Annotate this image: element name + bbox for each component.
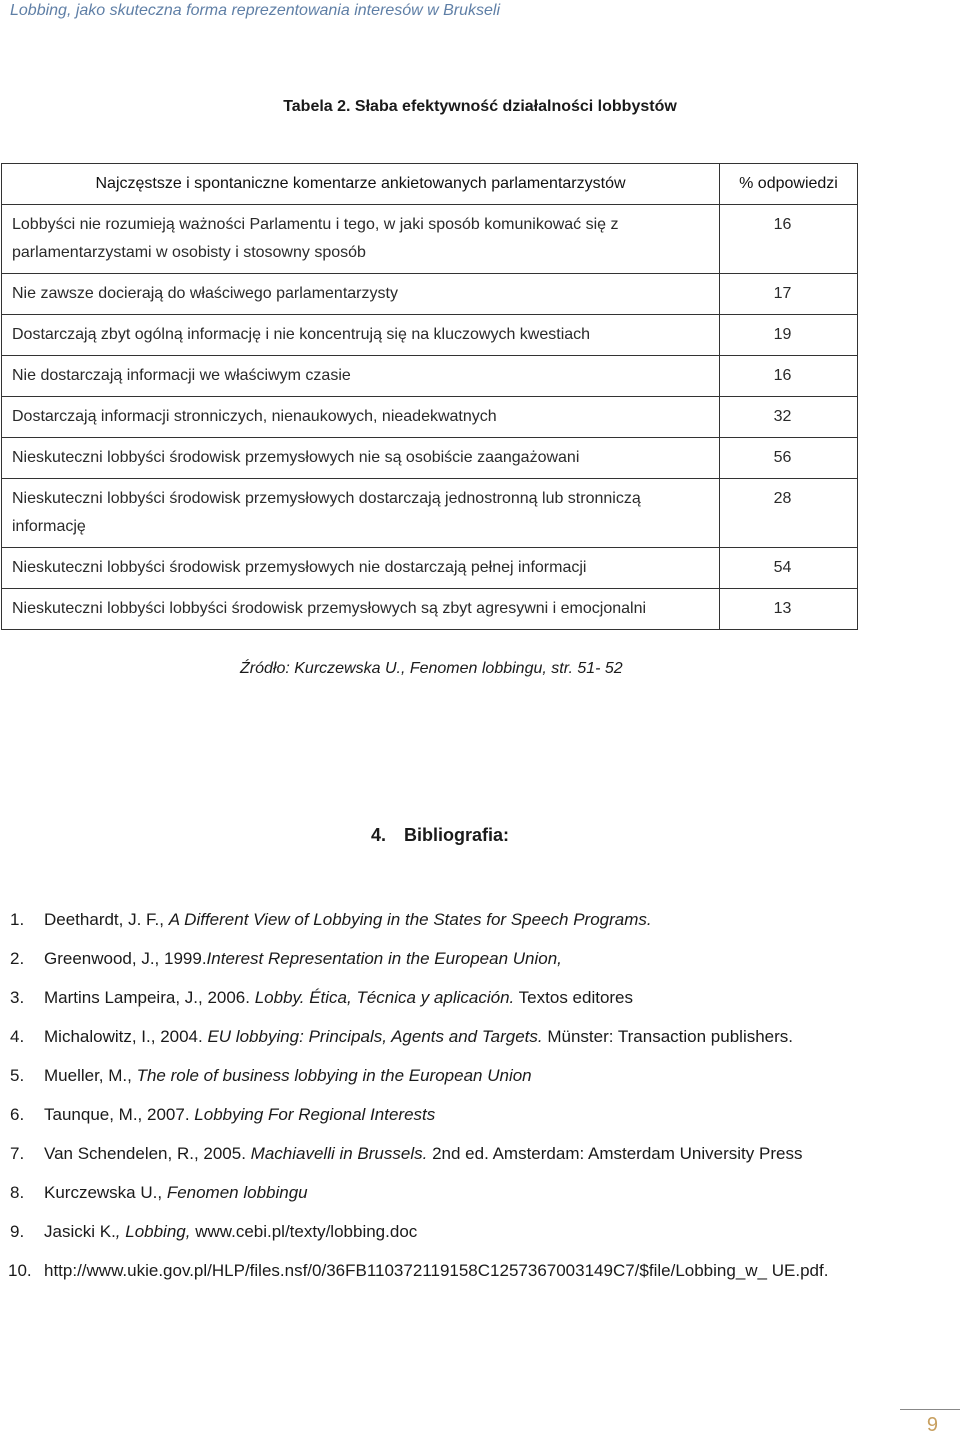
bibliography-item: 10. http://www.ukie.gov.pl/HLP/files.nsf/0/36FB110372119158C1257367003149C7/$file/Lobbing_w_ UE.pdf. [8, 1261, 829, 1280]
row-value: 56 [720, 438, 858, 479]
running-header: Lobbing, jako skuteczna forma reprezentowania interesów w Brukseli [10, 2, 501, 19]
row-comment: Nieskuteczni lobbyści środowisk przemysłowych dostarczają jednostronną lub stronniczą informację [2, 479, 720, 548]
section-title: Bibliografia: [404, 825, 510, 845]
table-source: Źródło: Kurczewska U., Fenomen lobbingu, str. 51- 52 [240, 660, 623, 677]
column-header-percent: % odpowiedzi [720, 164, 858, 205]
table-caption: Tabela 2. Słaba efektywność działalności lobbystów [283, 98, 677, 115]
bibliography-item: 7. Van Schendelen, R., 2005. Machiavelli in Brussels. 2nd ed. Amsterdam: Amsterdam University Press [10, 1144, 803, 1163]
bibliography-item: 4. Michalowitz, I., 2004. EU lobbying: Principals, Agents and Targets. Münster: Transaction publishers. [10, 1027, 794, 1046]
table-header-row [2, 164, 858, 205]
bibliography-heading [0, 825, 880, 846]
table-row [2, 589, 858, 630]
footer-rule [900, 1409, 960, 1410]
row-comment: Lobbyści nie rozumieją ważności Parlamentu i tego, w jaki sposób komunikować się z parlamentarzystami w osobisty i stosowny sposób [2, 205, 720, 274]
row-comment: Nie dostarczają informacji we właściwym czasie [2, 356, 720, 397]
row-value: 19 [720, 315, 858, 356]
bibliography-item: 3. Martins Lampeira, J., 2006. Lobby. Ética, Técnica y aplicación. Textos editores [10, 988, 634, 1007]
effectiveness-table [1, 163, 858, 630]
row-comment: Nie zawsze docierają do właściwego parlamentarzysty [2, 274, 720, 315]
bibliography-item: 1. Deethardt, J. F., A Different View of Lobbying in the States for Speech Programs. [10, 910, 652, 929]
column-header-comments: Najczęstsze i spontaniczne komentarze ankietowanych parlamentarzystów [2, 164, 720, 205]
row-comment: Nieskuteczni lobbyści środowisk przemysłowych nie dostarczają pełnej informacji [2, 548, 720, 589]
row-value: 17 [720, 274, 858, 315]
row-value: 28 [720, 479, 858, 548]
table-row [2, 356, 858, 397]
row-value: 32 [720, 397, 858, 438]
table-row [2, 397, 858, 438]
row-comment: Nieskuteczni lobbyści lobbyści środowisk przemysłowych są zbyt agresywni i emocjonalni [2, 589, 720, 630]
row-value: 13 [720, 589, 858, 630]
row-value: 16 [720, 205, 858, 274]
bibliography-item: 2. Greenwood, J., 1999.Interest Representation in the European Union, [10, 949, 562, 968]
bibliography-list [0, 905, 900, 1295]
row-comment: Dostarczają zbyt ogólną informację i nie koncentrują się na kluczowych kwestiach [2, 315, 720, 356]
table-row [2, 479, 858, 548]
row-comment: Dostarczają informacji stronniczych, nienaukowych, nieadekwatnych [2, 397, 720, 438]
table-row [2, 205, 858, 274]
row-value: 54 [720, 548, 858, 589]
table-row [2, 548, 858, 589]
row-comment: Nieskuteczni lobbyści środowisk przemysłowych nie są osobiście zaangażowani [2, 438, 720, 479]
page-number: 9 [926, 1414, 938, 1436]
row-value: 16 [720, 356, 858, 397]
bibliography-item: 5. Mueller, M., The role of business lobbying in the European Union [10, 1066, 532, 1085]
table-row [2, 315, 858, 356]
bibliography-item: 6. Taunque, M., 2007. Lobbying For Regional Interests [10, 1105, 436, 1124]
table-row [2, 438, 858, 479]
section-number: 4. [370, 825, 386, 845]
table-row [2, 274, 858, 315]
bibliography-item: 8. Kurczewska U., Fenomen lobbingu [10, 1183, 308, 1202]
bibliography-item: 9. Jasicki K., Lobbing, www.cebi.pl/texty/lobbing.doc [10, 1222, 418, 1241]
